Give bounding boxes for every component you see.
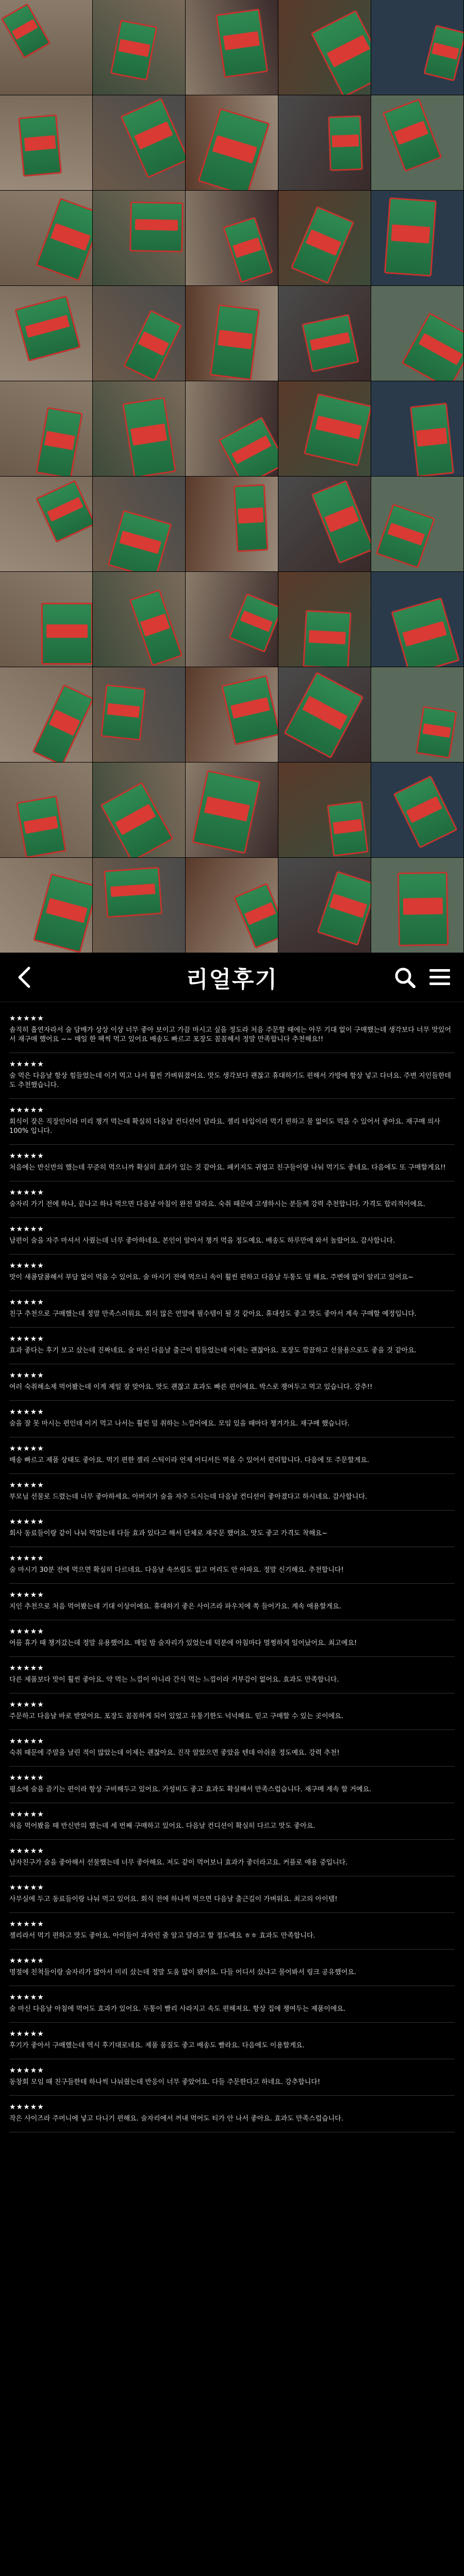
star-rating: ★★★★★: [9, 1554, 44, 1563]
product-pack-image: [14, 295, 81, 362]
review-text: 동창회 모임 때 친구들한테 하나씩 나눠줬는데 반응이 너무 좋았어요. 다들 주문한다고 하네요. 강추합니다!: [9, 2078, 321, 2086]
star-rating: ★★★★★: [9, 1014, 44, 1023]
review-photo[interactable]: [278, 572, 371, 667]
product-pack-image: [302, 314, 359, 372]
star-rating: ★★★★★: [9, 1518, 44, 1526]
star-rating: ★★★★★: [9, 1152, 44, 1160]
review-photo[interactable]: [186, 191, 278, 286]
product-pack-image: [1, 3, 51, 59]
product-pack-image: [383, 98, 442, 172]
review-photo[interactable]: [186, 0, 278, 95]
review-photo[interactable]: [0, 667, 93, 762]
back-button[interactable]: [11, 964, 37, 990]
star-rating: ★★★★★: [9, 1993, 44, 2002]
review-text: 후기가 좋아서 구매했는데 역시 후기대로네요. 제품 품질도 좋고 배송도 빨라요. 다음에도 이용할게요.: [9, 2042, 305, 2049]
review-text: 다른 제품보다 맛이 훨씬 좋아요. 약 먹는 느낌이 아니라 간식 먹는 느낌이라 거부감이 없어요. 효과도 만족합니다.: [9, 1676, 339, 1684]
review-text: 젤리라서 먹기 편하고 맛도 좋아요. 아이들이 과자인 줄 알고 달라고 할 정도예요 ㅎㅎ 효과도 만족합니다.: [9, 1932, 316, 1940]
review-photo[interactable]: [93, 191, 186, 286]
review-text: 여러 숙취해소제 먹어봤는데 이게 제일 잘 맞아요. 맛도 괜찮고 효과도 빠른 편이에요. 박스로 쟁여두고 먹고 있습니다. 강추!!: [9, 1383, 373, 1391]
review-text: 술 마신 다음날 아침에 먹어도 효과가 있어요. 두통이 빨리 사라지고 속도 편해져요. 항상 집에 쟁여두는 제품이에요.: [9, 2005, 346, 2013]
review-photo[interactable]: [0, 381, 93, 477]
review-text: 사무실에 두고 동료들이랑 나눠 먹고 있어요. 회식 전에 하나씩 먹으면 다음날 출근길이 가벼워요. 최고의 아이템!: [9, 1895, 338, 1903]
star-rating: ★★★★★: [9, 1884, 44, 1892]
review-item: [9, 2096, 455, 2132]
review-photo[interactable]: [278, 762, 371, 858]
review-photo[interactable]: [186, 858, 278, 953]
review-photo[interactable]: [186, 572, 278, 667]
search-icon: [394, 967, 416, 988]
chevron-left-icon: [16, 966, 32, 989]
review-photo[interactable]: [0, 762, 93, 858]
star-rating: ★★★★★: [9, 1298, 44, 1307]
review-text: 명절에 친척들이랑 술자리가 많아서 미리 샀는데 정말 도움 많이 됐어요. 다들 어디서 샀냐고 물어봐서 링크 공유했어요.: [9, 1969, 357, 1976]
review-photo[interactable]: [278, 381, 371, 477]
review-text: 평소에 술을 즐기는 편이라 항상 구비해두고 있어요. 가성비도 좋고 효과도 확실해서 만족스럽습니다. 재구매 계속 할 거예요.: [9, 1786, 372, 1793]
review-photo[interactable]: [371, 286, 464, 381]
review-photo[interactable]: [278, 286, 371, 381]
review-photo[interactable]: [93, 572, 186, 667]
page-header: [0, 953, 464, 1002]
review-photo[interactable]: [371, 381, 464, 477]
review-photo[interactable]: [0, 191, 93, 286]
review-text: 남편이 술을 자주 마셔서 사줬는데 너무 좋아하네요. 본인이 알아서 챙겨 먹을 정도예요. 배송도 하루만에 와서 놀랐어요. 감사합니다.: [9, 1237, 395, 1245]
review-photo[interactable]: [93, 381, 186, 477]
review-photo[interactable]: [93, 667, 186, 762]
review-photo[interactable]: [278, 667, 371, 762]
review-photo[interactable]: [371, 762, 464, 858]
review-item: [9, 1547, 455, 1584]
review-item: [9, 1437, 455, 1474]
review-item: [9, 1876, 455, 1913]
star-rating: ★★★★★: [9, 1920, 44, 1928]
product-pack-image: [101, 684, 146, 741]
review-photo[interactable]: [186, 762, 278, 858]
star-rating: ★★★★★: [9, 1481, 44, 1489]
product-pack-image: [304, 393, 371, 466]
product-pack-image: [303, 610, 352, 667]
review-photo[interactable]: [186, 381, 278, 477]
review-text: 친구 추천으로 구매했는데 정말 만족스러워요. 회식 많은 연말에 필수템이 될 것 같아요. 휴대성도 좋고 맛도 좋아서 계속 구매할 예정입니다.: [9, 1310, 417, 1318]
product-pack-image: [234, 484, 269, 552]
product-pack-image: [221, 675, 278, 745]
star-rating: ★★★★★: [9, 2030, 44, 2038]
review-text: 맛이 새콤달콤해서 부담 없이 먹을 수 있어요. 술 마시기 전에 먹으니 속이 훨씬 편하고 다음날 두통도 덜 해요. 주변에 많이 알리고 있어요~: [9, 1274, 414, 1281]
product-pack-image: [210, 304, 260, 381]
product-pack-image: [18, 114, 62, 177]
review-item: [9, 1145, 455, 1181]
review-photo[interactable]: [371, 0, 464, 95]
star-rating: ★★★★★: [9, 1810, 44, 1819]
star-rating: ★★★★★: [9, 1591, 44, 1599]
star-rating: ★★★★★: [9, 2103, 44, 2111]
star-rating: ★★★★★: [9, 1106, 44, 1114]
product-pack-image: [33, 873, 93, 953]
review-item: [9, 1693, 455, 1730]
review-item: [9, 1840, 455, 1876]
review-photo[interactable]: [93, 858, 186, 953]
search-button[interactable]: [392, 964, 418, 990]
review-photo[interactable]: [278, 0, 371, 95]
review-photo[interactable]: [371, 572, 464, 667]
star-rating: ★★★★★: [9, 1664, 44, 1672]
review-text: 주문하고 다음날 바로 받았어요. 포장도 꼼꼼하게 되어 있었고 유통기한도 넉넉해요. 믿고 구매할 수 있는 곳이에요.: [9, 1713, 343, 1720]
product-pack-image: [327, 801, 369, 857]
product-pack-image: [192, 770, 261, 854]
review-photo[interactable]: [0, 286, 93, 381]
review-item: [9, 1584, 455, 1620]
product-pack-image: [41, 603, 93, 665]
review-text: 숙취 때문에 주말을 날린 적이 많았는데 이제는 괜찮아요. 진작 알았으면 좋았을 텐데 아쉬울 정도예요. 강력 추천!: [9, 1749, 340, 1757]
review-photo-grid: [0, 0, 464, 953]
product-pack-image: [36, 407, 83, 477]
product-pack-image: [218, 417, 278, 477]
star-rating: ★★★★★: [9, 1262, 44, 1270]
review-item: [9, 1803, 455, 1840]
product-pack-image: [36, 480, 93, 543]
review-photo[interactable]: [186, 286, 278, 381]
review-item: [9, 1291, 455, 1328]
star-rating: ★★★★★: [9, 2066, 44, 2075]
review-text: 술자리 가기 전에 하나, 끝나고 하나 먹으면 다음날 아침이 완전 달라요. 숙취 때문에 고생하시는 분들께 강력 추천합니다. 가격도 합리적이에요.: [9, 1200, 425, 1208]
review-photo[interactable]: [278, 477, 371, 572]
review-item: [9, 1730, 455, 1767]
star-rating: ★★★★★: [9, 1189, 44, 1197]
review-photo[interactable]: [186, 477, 278, 572]
star-rating: ★★★★★: [9, 1371, 44, 1380]
product-pack-image: [129, 589, 183, 666]
product-pack-image: [216, 9, 268, 78]
review-text: 효과 좋다는 후기 보고 샀는데 진짜네요. 술 마신 다음날 출근이 힘들었는데 이제는 괜찮아요. 포장도 깔끔하고 선물용으로도 좋을 것 같아요.: [9, 1347, 417, 1354]
product-pack-image: [391, 597, 459, 667]
product-pack-image: [284, 672, 364, 759]
product-pack-image: [104, 867, 162, 918]
review-text: 처음에는 반신반의 했는데 꾸준히 먹으니까 확실히 효과가 있는 것 같아요. 패키지도 귀엽고 친구들이랑 나눠 먹기도 좋네요. 다음에도 또 구매할게요!!: [9, 1164, 446, 1172]
review-photo[interactable]: [278, 191, 371, 286]
menu-icon: [429, 968, 451, 987]
review-text: 부모님 선물로 드렸는데 너무 좋아하세요. 아버지가 술을 자주 드시는데 다음날 컨디션이 좋아졌다고 하시네요. 감사합니다.: [9, 1493, 368, 1501]
product-pack-image: [123, 310, 183, 381]
star-rating: ★★★★★: [9, 1408, 44, 1416]
review-photo[interactable]: [371, 858, 464, 953]
product-pack-image: [100, 782, 174, 858]
review-photo[interactable]: [371, 191, 464, 286]
star-rating: ★★★★★: [9, 1737, 44, 1745]
product-pack-image: [107, 510, 172, 572]
review-item: [9, 1511, 455, 1547]
review-item: [9, 1767, 455, 1803]
review-text: 여름 휴가 때 챙겨갔는데 정말 유용했어요. 매일 밤 술자리가 있었는데 덕분에 아침마다 멀쩡하게 일어났어요. 최고예요!: [9, 1639, 357, 1647]
product-pack-image: [36, 198, 93, 281]
product-pack-image: [384, 197, 437, 277]
review-photo[interactable]: [93, 477, 186, 572]
product-pack-image: [416, 706, 457, 758]
review-photo[interactable]: [93, 0, 186, 95]
review-item: [9, 1053, 455, 1099]
review-text: 남자친구가 술을 좋아해서 선물했는데 너무 좋아해요. 저도 같이 먹어보니 효과가 좋더라고요. 커플로 애용 중입니다.: [9, 1859, 348, 1867]
product-pack-image: [122, 397, 176, 477]
product-pack-image: [317, 871, 371, 946]
product-pack-image: [32, 684, 93, 762]
review-text: 처음 먹어봤을 때 반신반의 했는데 세 번째 구매하고 있어요. 다음날 컨디션이 확실히 다르고 맛도 좋아요.: [9, 1822, 316, 1830]
review-item: [9, 1364, 455, 1401]
star-rating: ★★★★★: [9, 1847, 44, 1855]
review-photo[interactable]: [0, 858, 93, 953]
review-photo[interactable]: [371, 667, 464, 762]
review-item: [9, 1255, 455, 1291]
review-photo[interactable]: [278, 95, 371, 191]
review-item: [9, 1099, 455, 1145]
star-rating: ★★★★★: [9, 1225, 44, 1233]
review-list: [0, 1002, 464, 2576]
review-photo[interactable]: [186, 667, 278, 762]
review-item: [9, 1007, 455, 1053]
review-photo[interactable]: [0, 477, 93, 572]
product-pack-image: [401, 312, 464, 381]
review-text: 술 먹은 다음날 항상 힘들었는데 이거 먹고 나서 훨씬 가벼워졌어요. 맛도 생각보다 괜찮고 휴대하기도 편해서 가방에 항상 넣고 다녀요. 주변 지인들한테도 추천했습니다.: [9, 1072, 451, 1089]
product-pack-image: [311, 480, 371, 564]
review-text: 회사 동료들이랑 같이 나눠 먹었는데 다들 효과 있다고 해서 단체로 재주문 했어요. 맛도 좋고 가격도 착해요~: [9, 1530, 328, 1537]
star-rating: ★★★★★: [9, 1701, 44, 1709]
product-pack-image: [410, 403, 454, 477]
review-text: 술을 잘 못 마시는 편인데 이거 먹고 나서는 훨씬 덜 취하는 느낌이에요. 모임 있을 때마다 챙겨가요. 재구매 했습니다.: [9, 1420, 350, 1428]
review-photo[interactable]: [93, 286, 186, 381]
product-pack-image: [393, 775, 457, 849]
product-pack-image: [228, 593, 278, 653]
star-rating: ★★★★★: [9, 1335, 44, 1343]
review-item: [9, 1218, 455, 1255]
review-text: 회식이 잦은 직장인이라 미리 챙겨 먹는데 확실히 다음날 컨디션이 달라요. 젤리 타입이라 먹기 편하고 물 없이도 먹을 수 있어서 좋아요. 재구매 의사 100% 입니다.: [9, 1118, 440, 1135]
review-item: [9, 1328, 455, 1364]
review-item: [9, 1986, 455, 2023]
review-photo[interactable]: [0, 572, 93, 667]
review-text: 작은 사이즈라 주머니에 넣고 다니기 편해요. 술자리에서 꺼내 먹어도 티가 안 나서 좋아요. 효과도 만족스럽습니다.: [9, 2115, 343, 2123]
review-photo[interactable]: [186, 95, 278, 191]
page-title: 리얼후기: [186, 967, 278, 993]
review-photo[interactable]: [371, 95, 464, 191]
product-pack-image: [129, 201, 184, 252]
review-photo[interactable]: [371, 477, 464, 572]
review-item: [9, 1401, 455, 1437]
review-item: [9, 1620, 455, 1657]
star-rating: ★★★★★: [9, 1957, 44, 1965]
review-item: [9, 1950, 455, 1986]
review-photo[interactable]: [278, 858, 371, 953]
review-photo[interactable]: [93, 762, 186, 858]
star-rating: ★★★★★: [9, 1445, 44, 1453]
menu-button[interactable]: [427, 964, 453, 990]
product-pack-image: [397, 872, 449, 946]
product-pack-image: [310, 10, 371, 95]
review-photo[interactable]: [0, 95, 93, 191]
review-item: [9, 1913, 455, 1950]
product-pack-image: [120, 98, 186, 178]
review-photo[interactable]: [0, 0, 93, 95]
review-item: [9, 1474, 455, 1511]
product-pack-image: [423, 25, 464, 81]
product-pack-image: [234, 883, 278, 948]
product-pack-image: [223, 217, 273, 283]
star-rating: ★★★★★: [9, 1060, 44, 1069]
product-pack-image: [197, 108, 270, 191]
review-text: 지인 추천으로 처음 먹어봤는데 기대 이상이에요. 휴대하기 좋은 사이즈라 파우치에 쏙 들어가요. 계속 애용할게요.: [9, 1603, 341, 1611]
review-item: [9, 2059, 455, 2096]
review-text: 술 마시기 30분 전에 먹으면 확실히 다르네요. 다음날 속쓰림도 없고 머리도 안 아파요. 정말 신기해요. 추천합니다!: [9, 1566, 344, 1574]
product-pack-image: [376, 504, 436, 569]
review-item: [9, 1181, 455, 1218]
review-item: [9, 2023, 455, 2059]
product-pack-image: [16, 795, 67, 858]
review-text: 솔직히 흡연자라서 술 담배가 상상 이상 너무 좋아 보이고 가끔 마시고 싶을 정도라 처음 주문할 때에는 아무 기대 없이 구매했는데 생각보다 너무 맛있어서 재구매 했어요 ~~ 매일 한 팩씩 먹고 있어요 배송도 빠르고 포장도 꼼꼼해서 정말 만족합니다 추천해요!!: [9, 1026, 451, 1043]
product-pack-image: [328, 115, 363, 171]
product-pack-image: [110, 20, 157, 81]
star-rating: ★★★★★: [9, 1628, 44, 1636]
review-text: 배송 빠르고 제품 상태도 좋아요. 먹기 편한 젤리 스틱이라 언제 어디서든 먹을 수 있어서 편리합니다. 다음에 또 주문할게요.: [9, 1456, 369, 1464]
star-rating: ★★★★★: [9, 1774, 44, 1782]
review-photo[interactable]: [93, 95, 186, 191]
review-item: [9, 1657, 455, 1693]
product-pack-image: [291, 206, 355, 284]
